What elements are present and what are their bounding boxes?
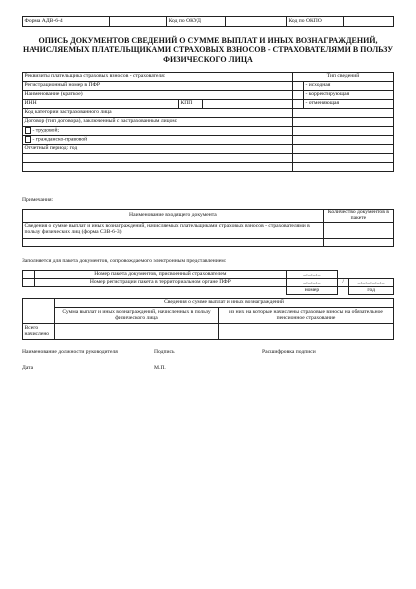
type-original-label: - исходная xyxy=(304,82,394,91)
summary-col1: Сумма выплат и иных вознаграждений, начисленных в пользу физического лица xyxy=(55,308,219,324)
pack-reg-number[interactable]: _,_,_,_ xyxy=(286,279,337,287)
okud-value[interactable] xyxy=(225,17,286,27)
labor-label: - трудовой; xyxy=(32,127,60,134)
summary-table xyxy=(22,298,394,340)
summary-total-label: Всего начислено xyxy=(23,324,55,340)
signature-row xyxy=(22,349,394,359)
name-short-label: Наименование (краткое) xyxy=(23,91,293,100)
date-label: Дата xyxy=(22,365,34,371)
header-empty-1 xyxy=(109,17,167,27)
kpp-value[interactable] xyxy=(203,100,293,109)
type-cancel-label: - отменяющая xyxy=(304,100,394,109)
reg-number-label: Регистрационный номер в ПФР xyxy=(23,82,293,91)
sign-label: Подпись xyxy=(154,349,175,355)
category-label: Код категории застрахованного лица xyxy=(23,109,293,118)
package-side-1 xyxy=(23,271,35,279)
date-row xyxy=(22,365,394,375)
summary-total-col1[interactable] xyxy=(55,324,219,340)
document-title: ОПИСЬ ДОКУМЕНТОВ СВЕДЕНИЙ О СУММЕ ВЫПЛАТ И ИНЫХ ВОЗНАГРАЖДЕНИЙ, НАЧИСЛЯЕМЫХ ПЛАТЕЛЬЩИКАМИ СТРАХОВЫХ ВЗНОСОВ - СТРАХОВАТЕЛЯМИ В ПОЛЬЗУ ФИЗИЧЕСКОГО ЛИЦА xyxy=(22,36,394,64)
pack-reg-year[interactable]: _,_,_,_,_,_ xyxy=(349,279,394,287)
package-foot-gap xyxy=(23,287,35,295)
period-label: Отчетный период: год xyxy=(23,145,293,154)
package-foot-gap3 xyxy=(338,287,349,295)
incoming-blank xyxy=(23,238,324,246)
contract-empty xyxy=(293,118,394,127)
type-corrective-label: - корректирующая xyxy=(304,91,394,100)
pack-reg-label: Номер регистрации пакета в территориальном органе ПФР xyxy=(34,279,286,287)
decode-label: Расшифровка подписи xyxy=(262,349,316,355)
civil-row xyxy=(23,136,293,145)
type-corrective-checkbox[interactable] xyxy=(293,91,304,100)
requisites-heading: Реквизиты плательщика страховых взносов - страхователя: xyxy=(23,73,293,82)
okpo-label: Код по ОКПО xyxy=(286,17,343,27)
package-table xyxy=(22,270,394,295)
labor-checkbox[interactable] xyxy=(25,127,32,134)
pack-number-gap2 xyxy=(349,271,394,279)
labor-empty xyxy=(293,127,394,136)
okpo-value[interactable] xyxy=(343,17,393,27)
type-cancel-checkbox[interactable] xyxy=(293,100,304,109)
civil-empty xyxy=(293,136,394,145)
blank-row-1 xyxy=(23,154,293,163)
civil-checkbox[interactable] xyxy=(25,136,32,143)
pack-reg-slash: / xyxy=(338,279,349,287)
incoming-row-text: Сведения о сумме выплат и иных вознаграждений, начисляемых плательщиками страховых взносов - страхователями в пользу физических лиц (форма СЗВ-6-3) xyxy=(23,222,324,238)
summary-left-blank xyxy=(23,299,55,324)
stamp-label: М.П. xyxy=(154,365,166,371)
requisites-table xyxy=(22,72,394,172)
summary-col2: из них на которые начислены страховые взносы на обязательное пенсионное страхование xyxy=(219,308,394,324)
number-label: номер xyxy=(286,287,337,295)
type-heading: Тип сведений xyxy=(293,73,394,82)
blank-row-1-right xyxy=(293,154,394,163)
period-empty xyxy=(293,145,394,154)
form-code: Форма АДВ-6-4 xyxy=(23,17,110,27)
incoming-col-count: Количество документов в пакете xyxy=(323,210,393,223)
summary-total-col2[interactable] xyxy=(219,324,394,340)
incoming-table xyxy=(22,209,394,247)
kpp-label: КПП xyxy=(179,100,203,109)
contract-label: Договор (тип договора), заключенный с застрахованным лицом: xyxy=(23,118,293,127)
header-table xyxy=(22,16,394,27)
type-original-checkbox[interactable] xyxy=(293,82,304,91)
okud-label: Код по ОКУД xyxy=(167,17,226,27)
pack-number-gap xyxy=(338,271,349,279)
summary-heading: Сведения о сумме выплат и иных вознаграждений xyxy=(55,299,394,308)
year-label: год xyxy=(349,287,394,295)
package-intro: Заполняется для пакета документов, сопровождаемого электронным представлением: xyxy=(22,258,227,264)
incoming-row-count[interactable] xyxy=(323,222,393,238)
blank-row-2-right xyxy=(293,163,394,172)
package-side-2 xyxy=(23,279,35,287)
category-empty xyxy=(293,109,394,118)
pack-number-value[interactable]: _,_,_,_ xyxy=(286,271,337,279)
incoming-col-name: Наименование входящего документа xyxy=(23,210,324,223)
position-label: Наименование должности руководителя xyxy=(22,349,118,355)
inn-label: ИНН xyxy=(23,100,179,109)
pack-number-label: Номер пакета документов, присвоенный страхователем xyxy=(34,271,286,279)
package-foot-gap2 xyxy=(34,287,286,295)
incoming-blank-count xyxy=(323,238,393,246)
blank-row-2 xyxy=(23,163,293,172)
notes-label: Примечания: xyxy=(22,197,54,203)
civil-label: - гражданско-правовой xyxy=(32,136,88,143)
labor-row xyxy=(23,127,293,136)
